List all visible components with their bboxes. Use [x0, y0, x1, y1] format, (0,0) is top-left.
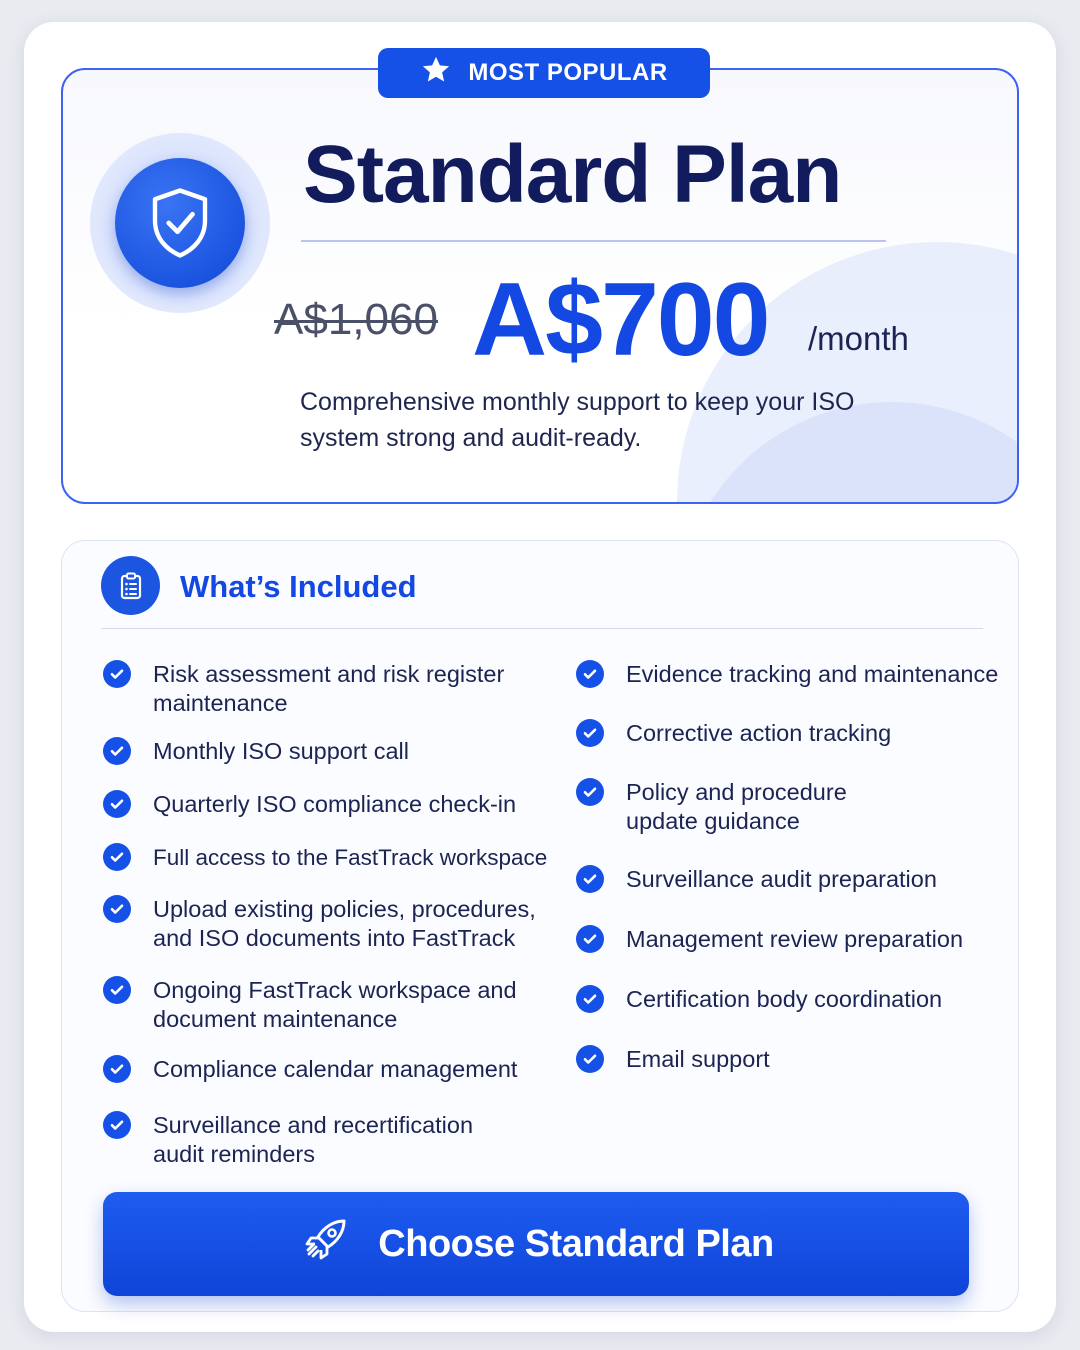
feature-label: Ongoing FastTrack workspace and document maintenance [153, 977, 517, 1032]
feature-label: Corrective action tracking [626, 720, 892, 746]
check-icon [103, 790, 131, 818]
feature-label: Policy and procedure update guidance [626, 779, 847, 834]
original-price: A$1,060 [274, 295, 438, 344]
check-icon [103, 1111, 131, 1139]
feature-label: Surveillance and recertification audit reminders [153, 1112, 474, 1167]
check-icon [576, 719, 604, 747]
feature-label: Quarterly ISO compliance check-in [153, 791, 517, 817]
feature-item [576, 925, 1001, 954]
divider [101, 628, 983, 629]
rocket-icon [298, 1211, 354, 1277]
divider [301, 240, 886, 242]
feature-item [103, 895, 543, 953]
feature-label: Evidence tracking and maintenance [626, 661, 999, 687]
choose-plan-label: Choose Standard Plan [378, 1222, 774, 1265]
feature-item [103, 790, 543, 819]
shield-check-icon [115, 158, 245, 288]
feature-item [103, 660, 543, 718]
choose-plan-button[interactable] [103, 1192, 969, 1296]
check-icon [576, 660, 604, 688]
feature-label: Risk assessment and risk register maintenance [153, 661, 505, 716]
feature-label: Monthly ISO support call [153, 738, 409, 764]
check-icon [103, 660, 131, 688]
check-icon [576, 865, 604, 893]
check-icon [576, 985, 604, 1013]
most-popular-badge [378, 48, 710, 98]
feature-item [576, 1045, 1001, 1074]
check-icon [576, 778, 604, 806]
check-icon [576, 1045, 604, 1073]
feature-label: Full access to the FastTrack workspace [153, 845, 548, 870]
feature-label: Upload existing policies, procedures, and ISO documents into FastTrack [153, 896, 536, 951]
billing-period: /month [808, 320, 909, 357]
plan-icon-halo [90, 133, 270, 313]
feature-item [576, 865, 1001, 894]
feature-item [103, 1111, 543, 1169]
check-icon [103, 976, 131, 1004]
feature-label: Certification body coordination [626, 986, 943, 1012]
feature-item [576, 985, 1001, 1014]
feature-item [103, 1055, 543, 1084]
feature-item [576, 719, 1001, 748]
check-icon [103, 843, 131, 871]
check-icon [103, 737, 131, 765]
plan-description: Comprehensive monthly support to keep your ISO system strong and audit-ready. [300, 388, 855, 452]
feature-label: Management review preparation [626, 926, 964, 952]
clipboard-icon [101, 556, 160, 615]
feature-item [576, 660, 1001, 689]
plan-title: Standard Plan [303, 129, 842, 220]
feature-item [576, 778, 1001, 836]
feature-label: Compliance calendar management [153, 1056, 518, 1082]
feature-item [103, 843, 553, 872]
check-icon [103, 1055, 131, 1083]
included-heading: What’s Included [180, 569, 417, 604]
badge-label: MOST POPULAR [468, 59, 668, 86]
current-price: A$700 [472, 262, 769, 378]
feature-item [103, 976, 543, 1034]
check-icon [103, 895, 131, 923]
feature-item [103, 737, 543, 766]
feature-label: Surveillance audit preparation [626, 866, 937, 892]
star-icon [420, 54, 452, 93]
check-icon [576, 925, 604, 953]
feature-label: Email support [626, 1046, 770, 1072]
